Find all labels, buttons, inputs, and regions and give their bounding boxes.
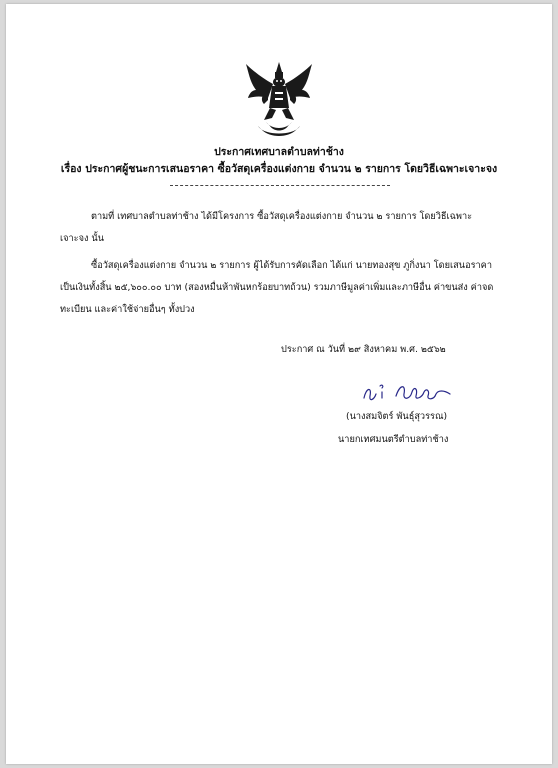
paragraph2-line1: ซื้อวัสดุเครื่องแต่งกาย จำนวน ๒ รายการ ผู้ได้รับการคัดเลือก ได้แก่ นายทองสุข ภูกิ่งนา โดยเสนอราคา [91, 260, 492, 271]
garuda-emblem-icon [244, 60, 314, 138]
dashed-divider [170, 185, 390, 186]
paragraph2-line2: เป็นเงินทั้งสิ้น ๒๕,๖๐๐.๐๐ บาท (สองหมื่นห้าพันหกร้อยบาทถ้วน) รวมภาษีมูลค่าเพิ่มและภาษีอื่น ค่าขนส่ง ค่าจด [60, 282, 494, 293]
paragraph1-line2: เจาะจง นั้น [60, 233, 104, 244]
signer-name: (นางสมจิตร์ พันธุ์สุวรรณ) [346, 411, 448, 422]
paragraph1-line1: ตามที่ เทศบาลตำบลท่าช้าง ได้มีโครงการ ซื้อวัสดุเครื่องแต่งกาย จำนวน ๒ รายการ โดยวิธีเฉพาะ [91, 211, 473, 222]
announcement-date: ประกาศ ณ วันที่ ๒๙ สิงหาคม พ.ศ. ๒๕๖๒ [281, 344, 446, 355]
paragraph2-line3: ทะเบียน และค่าใช้จ่ายอื่นๆ ทั้งปวง [60, 304, 195, 315]
signer-title: นายกเทศมนตรีตำบลท่าช้าง [338, 434, 449, 445]
document-subject: เรื่อง ประกาศผู้ชนะการเสนอราคา ซื้อวัสดุเครื่องแต่งกาย จำนวน ๒ รายการ โดยวิธีเฉพาะเจาะจง [60, 163, 498, 175]
document-page [6, 4, 552, 764]
document-heading: ประกาศเทศบาลตำบลท่าช้าง [214, 146, 344, 158]
handwritten-signature [356, 378, 456, 408]
